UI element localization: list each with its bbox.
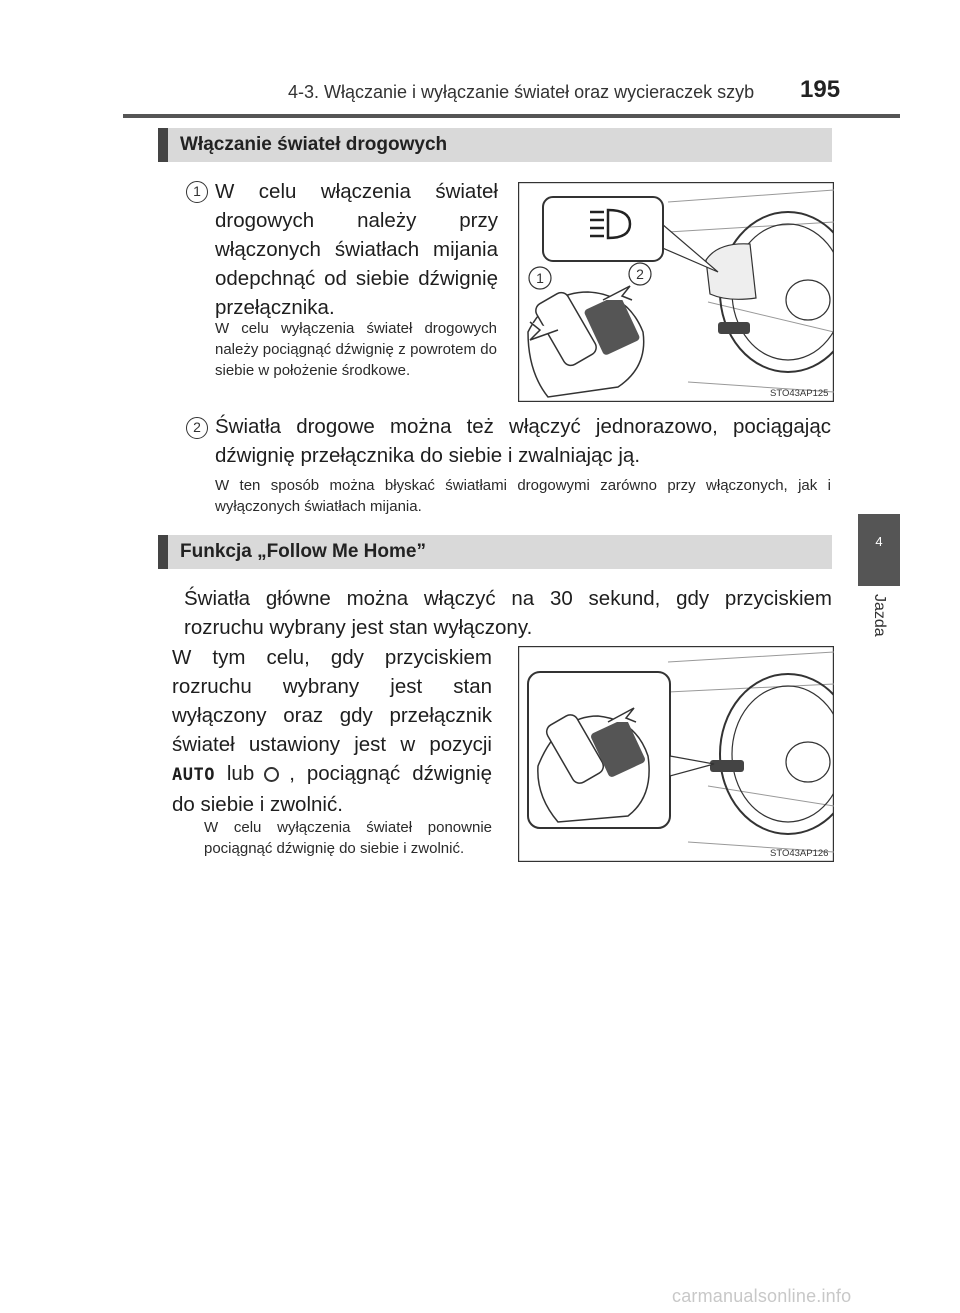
auto-position-label: AUTO [172, 765, 215, 785]
step-number-1: 1 [186, 181, 208, 203]
lamp-icon [264, 767, 279, 782]
section-header-follow-me-home [158, 535, 832, 569]
chapter-tab-number: 4 [875, 534, 883, 549]
follow-me-home-instruction [172, 643, 492, 819]
follow-me-home-note: W celu wyłączenia świateł ponownie pociągnąć dźwignię do siebie i zwolnić. [204, 819, 492, 857]
illustration-follow-me-home-lever [518, 646, 834, 862]
figure-callout-2: 2 [636, 266, 644, 282]
illustration-high-beam-lever [518, 182, 834, 402]
figure-callout-1: 1 [536, 270, 544, 286]
step-1-text: W celu włączenia świateł drogowych należy przy włączonych światłach mijania odepchnąć od siebie dźwignię przełącznika. [215, 180, 498, 319]
watermark: carmanualsonline.info [672, 1286, 852, 1306]
follow-me-home-intro: Światła główne można włączyć na 30 sekund, gdy przyciskiem rozruchu wybrany jest stan wyłączony. [184, 587, 832, 639]
chapter-tab [858, 514, 900, 586]
step-2-text: Światła drogowe można też włączyć jednorazowo, pociągając dźwignię przełącznika do siebie i zwalniając ją. [215, 415, 831, 467]
instruction-text-c: , pociągnąć dźwignię do siebie i zwolnić. [172, 762, 492, 816]
step-2-note: W ten sposób można błyskać światłami drogowymi zarówno przy włączonych, jak i wyłączonych światłach mijania. [215, 477, 831, 515]
instruction-text-b: lub [226, 762, 255, 785]
header-rule [123, 114, 900, 118]
section-title: Włączanie świateł drogowych [180, 134, 448, 155]
instruction-text-a: W tym celu, gdy przyciskiem rozruchu wybrany jest stan wyłączony oraz gdy przełącznik świateł ustawiony jest w pozycji [172, 646, 492, 756]
chapter-section-title: 4-3. Włączanie i wyłączanie świateł oraz wycieraczek szyb [288, 82, 755, 102]
page-number: 195 [800, 76, 841, 103]
section-header-high-beams [158, 128, 832, 162]
section-title: Funkcja „Follow Me Home” [180, 541, 426, 562]
step-number-2: 2 [186, 417, 208, 439]
step-1-note: W celu wyłączenia świateł drogowych należy pociągnąć dźwignię z powrotem do siebie w położenie środkowe. [215, 320, 497, 379]
chapter-tab-label-text: Jazda [871, 594, 888, 637]
figure-code: STO43AP125 [770, 388, 829, 399]
figure-code: STO43AP126 [770, 848, 829, 859]
chapter-tab-label [858, 592, 900, 648]
